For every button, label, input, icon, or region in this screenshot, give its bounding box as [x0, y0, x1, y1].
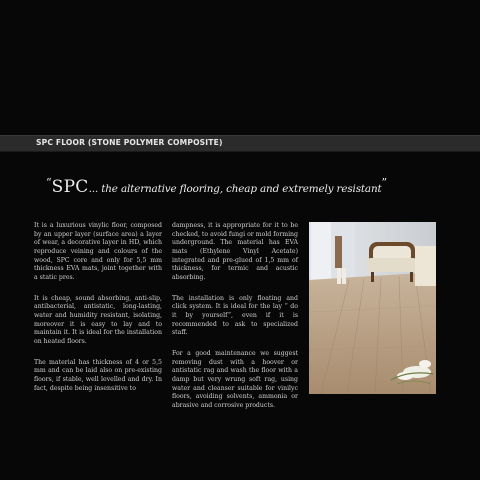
paragraph: It is a luxurious vinylic floor, composed by an upper layer (surface area) a layer of wear, a decorative layer in HD, which reproduce veining and colours of the wood, SPC core and only for 5,5 mm thickness EVA mats, joint together with a static pres. — [34, 222, 162, 281]
paragraph: It is cheap, sound absorbing, anti-slip, antibacterial, antistatic, long-lasting, water and humidity resistant, isolating, moreover it is easy to lay and to maintain it. It is ideal for the installation on heated floors. — [34, 294, 162, 345]
headline — [46, 176, 446, 197]
text-column-middle — [172, 222, 298, 422]
paragraph: The material has thickness of 4 or 5,5 mm and can be laid also on pre-existing floors, if stable, well levelled and dry. In fact, despite being insensitive to — [34, 358, 162, 392]
text-column-left — [34, 222, 162, 405]
room-floor-photo — [309, 222, 436, 394]
paragraph: dampness, it is appropriate for it to be checked, to avoid fungi or mold forming underground. The material has EVA mats (Ethylene Vinyl Acetate) integrated and pre-glued of 1,5 mm of thickness, for termic and acustic absorbing. — [172, 222, 298, 281]
section-title: SPC FLOOR (STONE POLYMER COMPOSITE) — [36, 138, 223, 147]
paragraph: For a good maintenance we suggest removing dust with a hoover or antistatic rag and wash the floor with a damp but very wrung soft rag, using water and cleanser suitable for vinilyc floors, avoiding solvents, ammonia or abrasive and corrosive products. — [172, 349, 298, 409]
headline-open-quote: “ — [46, 176, 52, 189]
headline-tagline: ... the alternative flooring, cheap and extremely resistant — [88, 183, 382, 195]
section-header-bar — [0, 135, 480, 152]
headline-close-quote: ” — [381, 176, 388, 189]
headline-brand: SPC — [51, 177, 89, 197]
paragraph: The installation is only floating and click system. It is ideal for the lay “ do it by yourself”, even if it is recommended to ask to specialized staff. — [172, 294, 298, 337]
